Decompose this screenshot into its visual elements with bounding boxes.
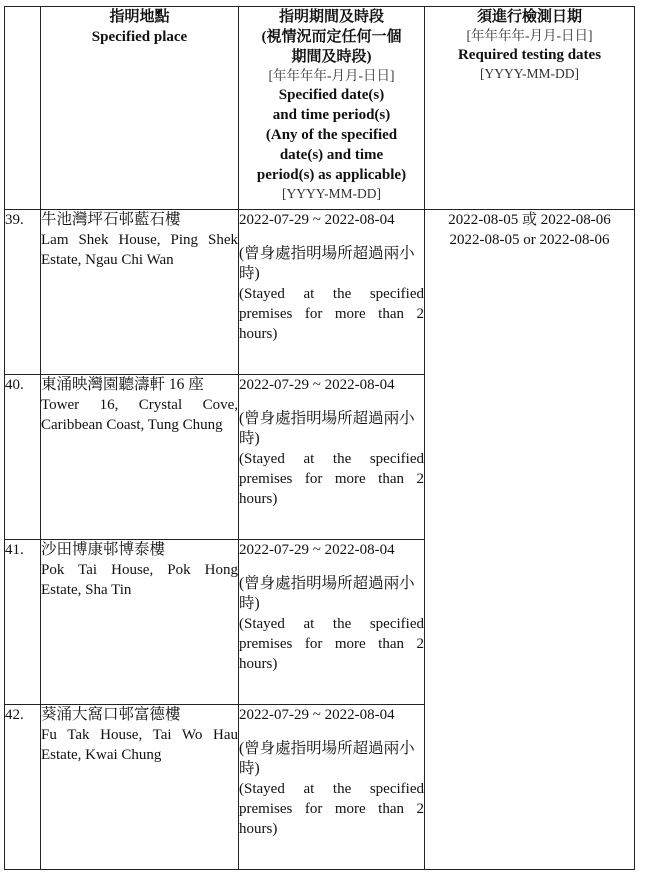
period-note-zh: (曾身處指明場所超過兩小時) (239, 245, 415, 282)
header-testing-en: Required testing dates (457, 47, 602, 63)
header-place-en: Specified place (91, 29, 188, 45)
header-testing (425, 7, 635, 210)
table-row (5, 210, 635, 375)
period-dates: 2022-07-29 ~ 2022-08-04 (239, 542, 395, 558)
header-period-zh-2: (視情況而定任何一個 (261, 29, 402, 45)
header-period-format-en: [YYYY-MM-DD] (282, 186, 381, 201)
row-place (41, 705, 239, 870)
period-note-en: (Stayed at the specified premises for more than 2 hours) (239, 616, 424, 672)
header-period-en-4: date(s) and time (279, 147, 384, 163)
period-note-zh: (曾身處指明場所超過兩小時) (239, 410, 415, 447)
row-place (41, 210, 239, 375)
table-header-row (5, 7, 635, 210)
row-number: 41. (5, 540, 41, 705)
required-testing-dates (425, 210, 635, 870)
header-period-en-1: Specified date(s) (278, 87, 385, 103)
period-dates: 2022-07-29 ~ 2022-08-04 (239, 212, 395, 228)
header-place (41, 7, 239, 210)
row-period (239, 705, 425, 870)
header-period-en-2: and time period(s) (272, 107, 391, 123)
place-en: Tower 16, Crystal Cove, Caribbean Coast, Tung Chung (41, 397, 238, 433)
header-period-format-zh: [年年年年-月月-日日] (268, 68, 395, 83)
header-period-en-5: period(s) as applicable) (256, 167, 407, 183)
row-number: 42. (5, 705, 41, 870)
row-period (239, 540, 425, 705)
place-zh: 沙田博康邨博泰樓 (41, 541, 166, 558)
row-place (41, 540, 239, 705)
place-zh: 葵涌大窩口邨富德樓 (41, 706, 181, 723)
specified-places-table (4, 6, 635, 870)
place-en: Fu Tak House, Tai Wo Hau Estate, Kwai Chung (41, 727, 238, 763)
header-period-zh-3: 期間及時段) (291, 49, 372, 65)
period-dates: 2022-07-29 ~ 2022-08-04 (239, 707, 395, 723)
row-number: 39. (5, 210, 41, 375)
header-period-zh-1: 指明期間及時段 (278, 9, 384, 25)
place-en: Lam Shek House, Ping Shek Estate, Ngau Chi Wan (41, 232, 238, 268)
row-number: 40. (5, 375, 41, 540)
place-zh: 東涌映灣園聽濤軒 16 座 (41, 376, 204, 393)
header-place-zh: 指明地點 (109, 9, 170, 25)
header-testing-format-zh: [年年年年-月月-日日] (466, 28, 593, 43)
header-testing-zh: 須進行檢測日期 (476, 9, 582, 25)
testing-dates-en: 2022-08-05 or 2022-08-06 (449, 232, 610, 248)
place-zh: 牛池灣坪石邨藍石樓 (41, 211, 181, 228)
row-period (239, 210, 425, 375)
period-note-en: (Stayed at the specified premises for more than 2 hours) (239, 286, 424, 342)
header-period (239, 7, 425, 210)
row-place (41, 375, 239, 540)
period-note-zh: (曾身處指明場所超過兩小時) (239, 575, 415, 612)
header-number-cell (5, 7, 41, 210)
header-period-en-3: (Any of the specified (265, 127, 398, 143)
period-note-en: (Stayed at the specified premises for more than 2 hours) (239, 451, 424, 507)
period-note-zh: (曾身處指明場所超過兩小時) (239, 740, 415, 777)
place-en: Pok Tai House, Pok Hong Estate, Sha Tin (41, 562, 238, 598)
testing-dates-zh: 2022-08-05 或 2022-08-06 (448, 212, 611, 228)
period-dates: 2022-07-29 ~ 2022-08-04 (239, 377, 395, 393)
row-period (239, 375, 425, 540)
period-note-en: (Stayed at the specified premises for more than 2 hours) (239, 781, 424, 837)
header-testing-format-en: [YYYY-MM-DD] (480, 66, 579, 81)
